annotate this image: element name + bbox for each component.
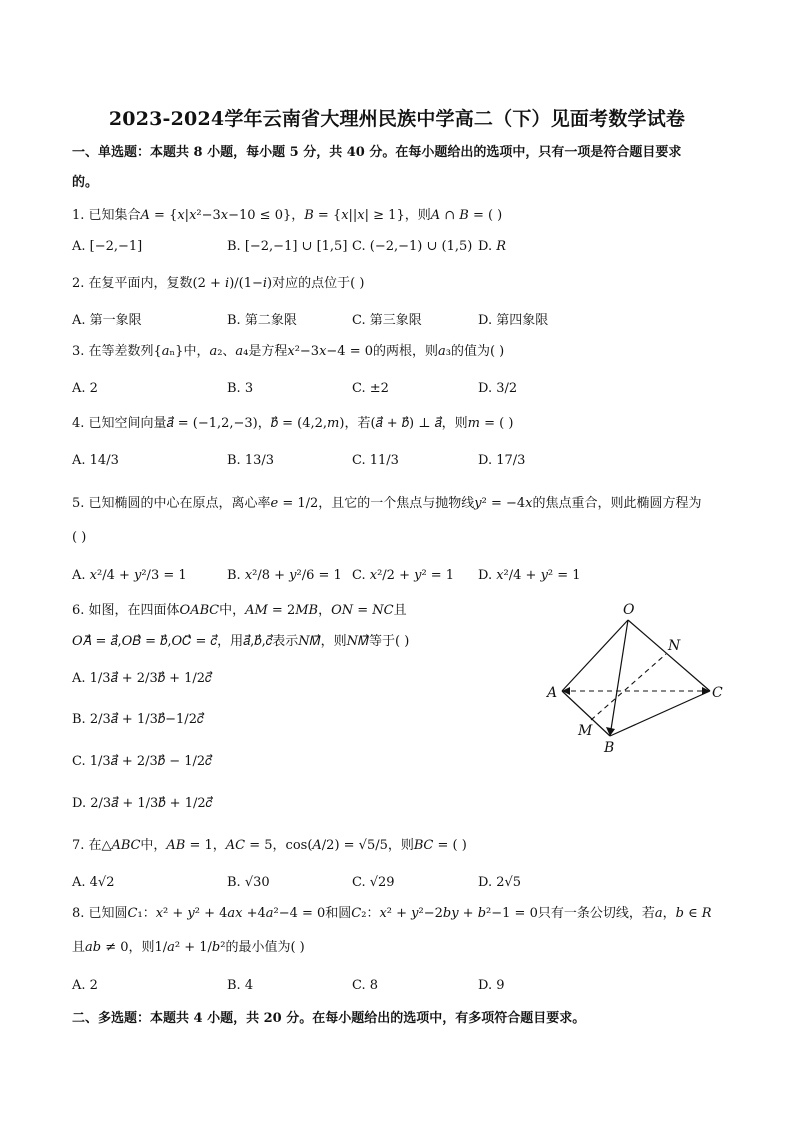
q5-option-a: A. 𝑥²/4 + 𝑦²/3 = 1 xyxy=(72,568,187,583)
label-o: O xyxy=(623,602,635,618)
q6-option-c: C. 1/3𝑎⃗ + 2/3𝑏⃗ − 1/2𝑐⃗ xyxy=(72,754,212,769)
q2-option-d: D. 第四象限 xyxy=(478,313,549,328)
label-m: M xyxy=(578,723,593,739)
question-3-stem: 3. 在等差数列{𝑎ₙ}中，𝑎₂、𝑎₄是方程𝑥²−3𝑥−4 = 0的两根，则𝑎₃的值为( ) xyxy=(72,344,505,359)
section1-line1: 一、单选题：本题共 8 小题，每小题 5 分，共 40 分。在每小题给出的选项中，只有一项是符合题目要求 xyxy=(72,145,682,160)
q1-option-d: D. 𝑅 xyxy=(478,239,507,254)
q4-option-b: B. 13/3 xyxy=(227,453,275,468)
q2-option-b: B. 第二象限 xyxy=(227,313,297,328)
edge-ob xyxy=(610,620,628,736)
q7-option-b: B. √30 xyxy=(227,875,270,890)
q1-option-c: C. (−2,−1) ∪ (1,5) xyxy=(352,239,473,254)
question-5-options xyxy=(72,565,722,587)
page-title: 2023-2024学年云南省大理州民族中学高二（下）见面考数学试卷 xyxy=(108,108,686,130)
q2-option-a: A. 第一象限 xyxy=(72,313,142,328)
label-b: B xyxy=(604,740,615,756)
question-6-stem: 6. 如图，在四面体𝑂𝐴𝐵𝐶中，𝐴𝑀 = 2𝑀𝐵，𝑂𝑁 = 𝑁𝐶且 xyxy=(72,603,407,618)
segment-mn xyxy=(591,654,666,720)
q3-option-c: C. ±2 xyxy=(352,381,389,396)
q5-option-c: C. 𝑥²/2 + 𝑦² = 1 xyxy=(352,568,455,583)
question-4-options xyxy=(72,450,722,472)
q3-option-d: D. 3/2 xyxy=(478,381,518,396)
question-7-options xyxy=(72,872,722,894)
section1-heading xyxy=(72,138,722,198)
label-a: A xyxy=(547,685,558,701)
q7-option-c: C. √29 xyxy=(352,875,395,890)
q7-option-a: A. 4√2 xyxy=(72,875,115,890)
question-8-options xyxy=(72,975,722,997)
q6-option-d: D. 2/3𝑎⃗ + 1/3𝑏⃗ + 1/2𝑐⃗ xyxy=(72,796,213,811)
q3-option-a: A. 2 xyxy=(72,381,98,396)
q8-option-b: B. 4 xyxy=(227,978,254,993)
label-n: N xyxy=(668,638,681,654)
question-4-stem: 4. 已知空间向量𝑎⃗ = (−1,2,−3)，𝑏⃗ = (4,2,𝑚)，若(𝑎⃗ + 𝑏⃗) ⊥ 𝑎⃗，则𝑚 = ( ) xyxy=(72,416,514,431)
edge-bc xyxy=(610,691,710,736)
q1-option-b: B. [−2,−1] ∪ [1,5] xyxy=(227,239,348,254)
q8-option-d: D. 9 xyxy=(478,978,505,993)
q4-option-d: D. 17/3 xyxy=(478,453,526,468)
question-7-stem: 7. 在△𝐴𝐵𝐶中，𝐴𝐵 = 1，𝐴𝐶 = 5，cos(𝐴/2) = √5/5，则𝐵𝐶 = ( ) xyxy=(72,838,467,853)
label-c: C xyxy=(712,685,723,701)
section2-heading: 二、多选题：本题共 4 小题，共 20 分。在每小题给出的选项中，有多项符合题目要求。 xyxy=(72,1011,586,1026)
tetrahedron-figure xyxy=(540,598,730,758)
q4-option-a: A. 14/3 xyxy=(72,453,119,468)
section1-line2: 的。 xyxy=(72,175,99,190)
q4-option-c: C. 11/3 xyxy=(352,453,399,468)
question-1-options xyxy=(72,236,722,258)
q6-option-a: A. 1/3𝑎⃗ + 2/3𝑏⃗ + 1/2𝑐⃗ xyxy=(72,671,212,686)
question-6-stem-cont: 𝑂𝐴⃗ = 𝑎⃗,𝑂𝐵⃗ = 𝑏⃗,𝑂𝐶⃗ = 𝑐⃗，用𝑎⃗,𝑏⃗,𝑐⃗表示𝑁𝑀⃗，则𝑁𝑀⃗等于( ) xyxy=(72,634,410,649)
q5-option-d: D. 𝑥²/4 + 𝑦² = 1 xyxy=(478,568,581,583)
question-1-stem: 1. 已知集合𝐴 = {𝑥|𝑥²−3𝑥−10 ≤ 0}，𝐵 = {𝑥||𝑥| ≥ 1}，则𝐴 ∩ 𝐵 = ( ) xyxy=(72,208,503,223)
q5-option-b: B. 𝑥²/8 + 𝑦²/6 = 1 xyxy=(227,568,342,583)
question-2-options xyxy=(72,310,722,332)
q6-option-b: B. 2/3𝑎⃗ + 1/3𝑏⃗−1/2𝑐⃗ xyxy=(72,712,204,727)
q8-option-a: A. 2 xyxy=(72,978,98,993)
q3-option-b: B. 3 xyxy=(227,381,254,396)
question-8-stem: 8. 已知圆𝐶₁：𝑥² + 𝑦² + 4𝑎𝑥 +4𝑎²−4 = 0和圆𝐶₂：𝑥² + 𝑦²−2𝑏𝑦 + 𝑏²−1 = 0只有一条公切线，若𝑎，𝑏 ∈ 𝑅 xyxy=(72,906,712,921)
q8-option-c: C. 8 xyxy=(352,978,379,993)
question-3-options xyxy=(72,378,722,400)
question-8-stem-cont: 且𝑎𝑏 ≠ 0，则1/𝑎² + 1/𝑏²的最小值为( ) xyxy=(72,940,305,955)
edge-oc xyxy=(628,620,710,691)
question-5-stem: 5. 已知椭圆的中心在原点，离心率𝑒 = 1/2，且它的一个焦点与抛物线𝑦² = −4𝑥的焦点重合，则此椭圆方程为 xyxy=(72,496,702,511)
question-2-stem: 2. 在复平面内，复数(2 + 𝑖)/(1−𝑖)对应的点位于( ) xyxy=(72,276,365,291)
q1-option-a: A. [−2,−1] xyxy=(72,239,143,254)
arrowhead-a xyxy=(562,687,570,695)
q2-option-c: C. 第三象限 xyxy=(352,313,422,328)
question-5-stem-cont: ( ) xyxy=(72,530,87,545)
q7-option-d: D. 2√5 xyxy=(478,875,522,890)
